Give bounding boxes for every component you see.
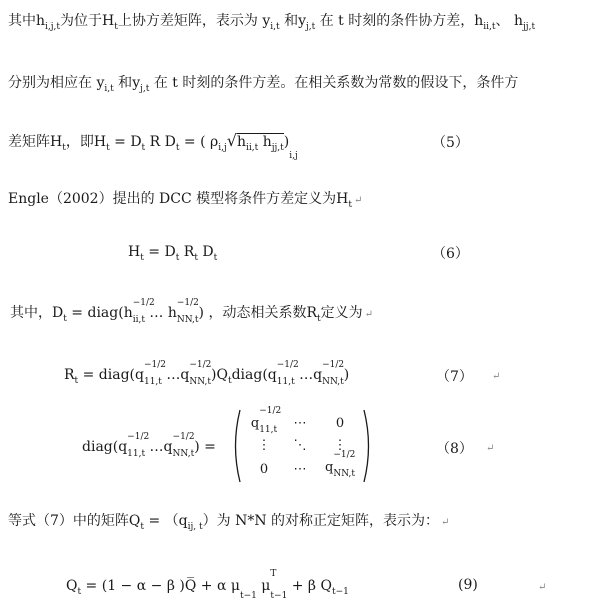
text: 在 t 时刻的条件方差。在相关系数为常数的假设下，条件方	[149, 75, 519, 91]
var: y	[132, 75, 141, 91]
var: H	[128, 244, 141, 260]
paragraph-mark: ↵	[486, 443, 495, 454]
text: 为位于	[60, 13, 103, 29]
text: diag(q	[82, 439, 128, 455]
text: = D	[143, 244, 176, 260]
sup-sub-group	[276, 360, 299, 387]
sup-sub-group	[333, 450, 356, 479]
sup-sub-group	[172, 432, 195, 459]
text: = diag(h	[66, 305, 133, 321]
subscript: t	[63, 314, 67, 324]
text: 和	[279, 13, 299, 29]
subscript: t−1	[270, 591, 288, 601]
superscript: −1/2	[276, 360, 299, 370]
subscript: i,t	[104, 84, 114, 94]
subscript: 11,t	[259, 425, 278, 435]
subscript: 11,t	[276, 377, 295, 387]
var: R	[64, 367, 75, 383]
subscript: NN,t	[322, 377, 344, 387]
var: h	[258, 134, 272, 150]
superscript: −1/2	[172, 432, 195, 442]
var: q	[250, 416, 260, 431]
subscript: t	[74, 376, 79, 386]
superscript: −1/2	[259, 406, 282, 416]
text: …q	[294, 367, 323, 383]
paragraph-4	[8, 190, 362, 214]
text: R D	[145, 134, 176, 150]
subscript: i,j	[218, 143, 227, 153]
sup-sub-group	[132, 298, 155, 325]
subscript: NN,t	[172, 449, 195, 459]
text: = D	[109, 134, 142, 150]
subscript: t	[227, 376, 232, 386]
text: 差矩阵	[8, 134, 50, 150]
superscript: −1/2	[132, 298, 155, 308]
subscript: t	[175, 253, 180, 263]
equation-number-6: （6）	[432, 246, 469, 262]
sup-sub-group	[143, 360, 167, 387]
matrix-cell-1-2: ⋯	[293, 416, 307, 431]
superscript: −1/2	[322, 360, 345, 370]
sup-sub-group	[322, 360, 345, 387]
subscript: 11,t	[143, 377, 162, 387]
subscript: t	[175, 143, 180, 153]
text: …q	[161, 367, 190, 383]
sup-sub-group	[127, 432, 150, 459]
superscript: T	[270, 569, 277, 579]
var: y	[262, 13, 271, 29]
matrix-cell-3-2: ⋯	[293, 462, 307, 477]
sup-sub-group	[189, 360, 212, 387]
text: 、	[495, 13, 514, 29]
subscript: jj,t	[271, 143, 284, 153]
text: = diag(q	[78, 367, 144, 383]
var: q	[325, 460, 334, 475]
subscript: NN,t	[333, 469, 355, 479]
subscript: ii,t	[483, 22, 496, 32]
text: = (1 − α − β )Q̅ + α μ	[81, 578, 240, 594]
superscript: −1/2	[333, 450, 356, 460]
subscript: t	[316, 314, 321, 324]
text: )	[283, 134, 290, 150]
subscript: t	[213, 253, 218, 263]
subscript: jj,t	[523, 22, 536, 32]
text: μ	[256, 578, 271, 594]
equation-8-lhs	[82, 432, 216, 459]
subscript: t	[62, 143, 66, 153]
equation-7	[64, 360, 350, 390]
paragraph-2	[8, 74, 518, 98]
paragraph-6	[8, 512, 449, 536]
paragraph-mark: ↵	[538, 582, 547, 593]
var: H	[50, 134, 63, 150]
superscript: −1/2	[127, 432, 150, 442]
subscript: t	[194, 253, 198, 263]
subscript: j,t	[140, 84, 150, 94]
var: h	[236, 134, 247, 150]
subscript: i,t	[270, 22, 280, 32]
subscript: t	[141, 143, 146, 153]
paragraph-mark: ↵	[353, 195, 363, 206]
subscript: ii,t	[132, 315, 145, 325]
matrix	[230, 408, 374, 484]
equation-6	[128, 243, 217, 267]
sqrt-symbol: √	[226, 131, 237, 150]
subscript: NN,t	[176, 315, 199, 325]
var: h	[474, 13, 484, 29]
var: y	[298, 13, 306, 29]
text: D	[197, 244, 214, 260]
text: 定义为	[320, 305, 363, 321]
matrix-cell-1-3: 0	[335, 416, 345, 431]
superscript: −1/2	[189, 360, 212, 370]
var: H	[336, 191, 349, 207]
equation-number-5: （5）	[432, 135, 469, 151]
text: )Q	[211, 367, 228, 383]
paragraph-mark: ↵	[441, 517, 450, 528]
subscript: t	[348, 200, 352, 210]
text: = ( ρ	[179, 134, 219, 150]
subscript: j,t	[306, 22, 316, 32]
sqrt-radicand	[236, 133, 284, 153]
subscript: ij, t	[187, 522, 203, 532]
equation-number-7: （7）	[436, 369, 473, 385]
text: 其中，D	[10, 305, 64, 321]
var: Q	[66, 578, 78, 594]
matrix-cell-3-3	[310, 450, 370, 479]
paragraph-3	[8, 132, 298, 165]
equation-number-8: （8）	[436, 441, 473, 457]
matrix-cell-2-3: ⋮	[333, 438, 347, 453]
text: 和	[113, 75, 133, 91]
paragraph-1	[8, 12, 535, 36]
text: …q	[145, 439, 173, 455]
superscript: −1/2	[143, 360, 167, 370]
subscript: t−1	[239, 591, 257, 601]
matrix-cell-2-1: ⋮	[257, 438, 271, 453]
superscript: −1/2	[176, 298, 199, 308]
text: R	[179, 244, 195, 260]
text: 等式（7）中的矩阵Q	[8, 513, 141, 529]
subscript: t	[140, 253, 144, 263]
sup-sub-group	[176, 298, 199, 325]
subscript: t	[114, 22, 118, 32]
var: H	[102, 13, 115, 29]
text: 其中	[8, 13, 36, 29]
matrix-cell-3-1: 0	[259, 462, 269, 477]
text: 分别为相应在	[8, 75, 97, 91]
subscript: t	[77, 587, 82, 597]
paragraph-mark: ↵	[492, 371, 501, 382]
text: ) =	[194, 439, 216, 455]
text: 在 t 时刻的条件协方差，	[315, 13, 475, 29]
subscript: t−1	[331, 587, 349, 597]
text: + β Q	[287, 578, 332, 594]
text: ）为 N*N 的对称正定矩阵，表示为：	[202, 513, 440, 529]
text: diag(q	[231, 367, 277, 383]
paragraph-5	[10, 298, 373, 328]
text: )	[343, 367, 350, 383]
text: … h	[144, 305, 177, 321]
equation-9	[66, 569, 349, 605]
text: ) ，动态相关系数R	[198, 305, 317, 321]
var: y	[96, 75, 105, 91]
text: Engle（2002）提出的 DCC 模型将条件方差定义为	[8, 191, 337, 207]
var: h	[36, 13, 46, 29]
subscript: t	[106, 143, 110, 153]
text: ，即	[65, 134, 94, 150]
var: h	[513, 13, 524, 29]
sup-sub-group	[270, 569, 288, 601]
equation-number-9: (9)	[458, 577, 478, 593]
subscript: i,j,t	[45, 22, 61, 32]
equation-5-lhs: H	[93, 134, 107, 150]
text: = （q	[144, 513, 188, 529]
matrix-cell-2-2: ⋱	[293, 438, 307, 453]
subscript: NN,t	[189, 377, 211, 387]
text: 上协方差矩阵，表示为	[117, 13, 263, 29]
subscript: t	[140, 522, 145, 532]
paragraph-mark: ↵	[364, 309, 373, 320]
subscript: ii,t	[246, 143, 259, 153]
subscript: 11,t	[127, 449, 146, 459]
subscript: i,j	[289, 151, 298, 161]
